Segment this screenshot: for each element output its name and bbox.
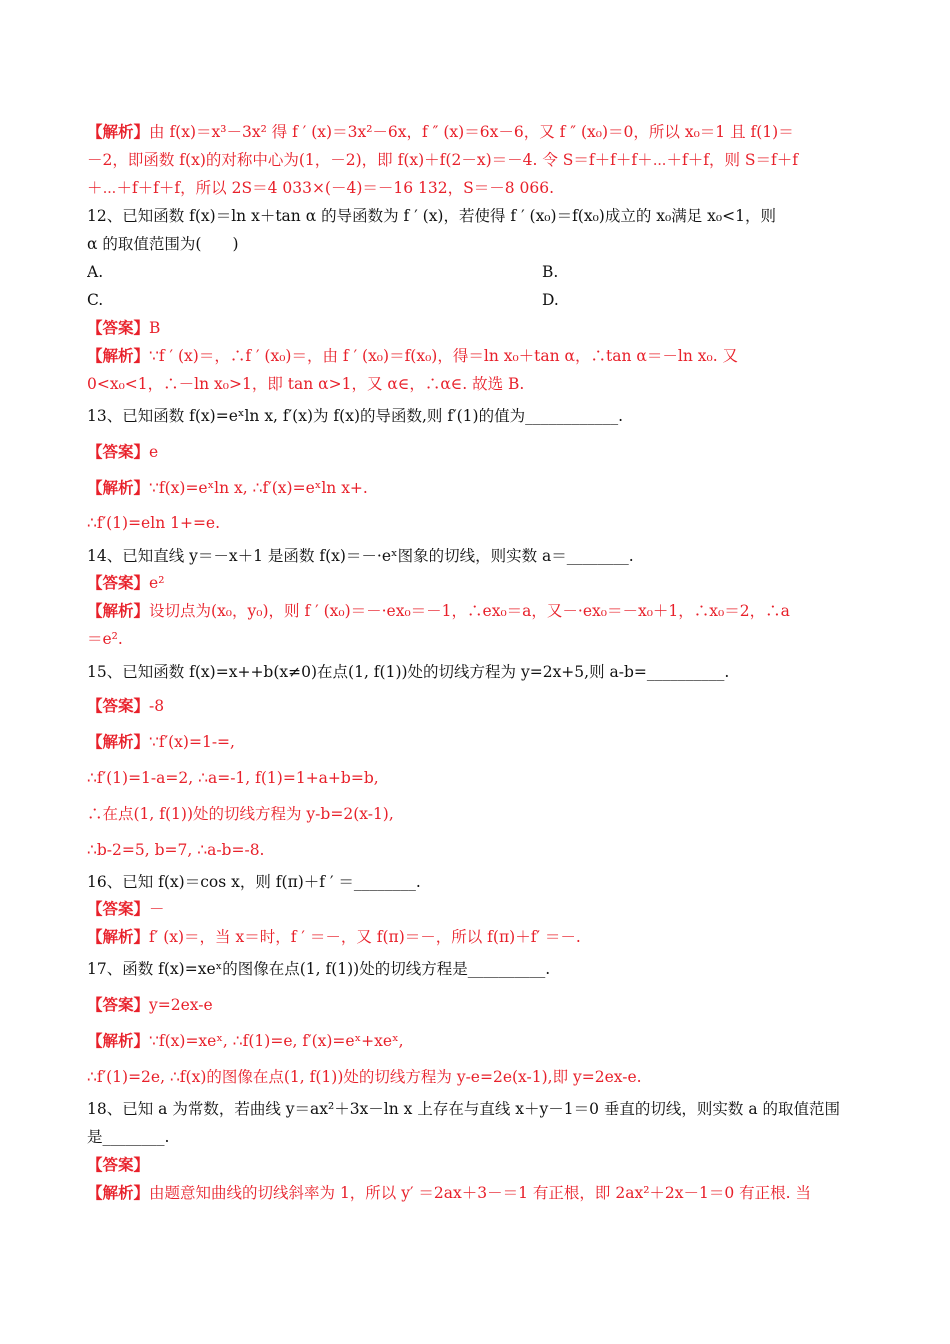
option-a: A. [87, 263, 104, 281]
question-16: 16、已知 f(x)＝cos x，则 f(π)＋f ′ ＝________. [87, 873, 421, 891]
text-line: ∴f′(1)=2e, ∴f(x)的图像在点(1, f(1))处的切线方程为 y-e=2e(x-1),即 y=2ex-e. [87, 1068, 642, 1086]
analysis-line: 【解析】∵f(x)=xeˣ, ∴f(1)=e, f′(x)=eˣ+xeˣ, [87, 1031, 404, 1050]
text-line: ∴f′(1)=eln 1+=e. [87, 514, 221, 532]
analysis-line: 【解析】f′ (x)＝，当 x＝时，f ′ ＝－，又 f(π)＝－，所以 f(π)＋f′ ＝－. [87, 927, 581, 946]
answer-line: 【答案】B [87, 318, 161, 337]
question-15: 15、已知函数 f(x)=x++b(x≠0)在点(1, f(1))处的切线方程为 y=2x+5,则 a-b=__________. [87, 663, 730, 681]
text-line: －2，即函数 f(x)的对称中心为(1，－2)，即 f(x)＋f(2－x)＝－4. 令 S＝f＋f＋f＋⋯＋f＋f，则 S＝f＋f [87, 151, 799, 169]
answer-line: 【答案】e [87, 442, 159, 461]
analysis-line: 【解析】设切点为(x₀，y₀)，则 f ′ (x₀)＝－·ex₀＝－1，∴ex₀＝a，又－·ex₀＝－x₀＋1，∴x₀＝2，∴a [87, 601, 790, 620]
question-18: 18、已知 a 为常数，若曲线 y＝ax²＋3x－ln x 上存在与直线 x＋y－1＝0 垂直的切线，则实数 a 的取值范围 [87, 1100, 841, 1118]
text-line: ＋⋯＋f＋f＋f，所以 2S＝4 033×(－4)＝－16 132，S＝－8 066. [87, 179, 555, 197]
text-line: 是________. [87, 1128, 170, 1146]
question-12: 12、已知函数 f(x)＝ln x＋tan α 的导函数为 f ′ (x)，若使得 f ′ (x₀)＝f(x₀)成立的 x₀满足 x₀<1，则 [87, 207, 776, 225]
answer-line: 【答案】e² [87, 573, 165, 592]
question-14: 14、已知直线 y＝－x＋1 是函数 f(x)＝－·eˣ图象的切线，则实数 a＝________. [87, 547, 634, 565]
option-c: C. [87, 291, 104, 309]
question-13: 13、已知函数 f(x)=eˣln x, f′(x)为 f(x)的导函数,则 f′(1)的值为____________. [87, 407, 623, 425]
text-line: 0<x₀<1，∴－ln x₀>1，即 tan α>1，又 α∈，∴α∈. 故选 B. [87, 375, 525, 393]
text-line: ＝e². [87, 630, 123, 648]
analysis-line: 【解析】∵f(x)=eˣln x, ∴f′(x)=eˣln x+. [87, 478, 368, 497]
text-line: 【解析】由 f(x)＝x³－3x² 得 f ′ (x)＝3x²－6x，f ″ (x)＝6x－6，又 f ″ (x₀)＝0，所以 x₀＝1 且 f(1)＝ [87, 122, 794, 141]
answer-line: 【答案】-8 [87, 696, 165, 715]
text-line: ∴b-2=5, b=7, ∴a-b=-8. [87, 841, 265, 859]
option-b: B. [542, 263, 559, 281]
answer-line: 【答案】－ [87, 899, 165, 918]
analysis-line: 【解析】∵f ′ (x)＝，∴f ′ (x₀)＝，由 f ′ (x₀)＝f(x₀)，得＝ln x₀＋tan α，∴tan α＝－ln x₀. 又 [87, 346, 739, 365]
text-line: ∴在点(1, f(1))处的切线方程为 y-b=2(x-1), [87, 805, 394, 823]
option-d: D. [542, 291, 559, 309]
answer-line: 【答案】y=2ex-e [87, 995, 213, 1014]
options-row [87, 289, 867, 311]
options-row [87, 261, 867, 283]
question-17: 17、函数 f(x)=xeˣ的图像在点(1, f(1))处的切线方程是__________. [87, 960, 551, 978]
answer-line: 【答案】 [87, 1155, 150, 1174]
analysis-line: 【解析】∵f′(x)=1-=, [87, 732, 235, 751]
text-line: α 的取值范围为( ) [87, 235, 239, 253]
text-line: ∴f′(1)=1-a=2, ∴a=-1, f(1)=1+a+b=b, [87, 769, 379, 787]
analysis-line: 【解析】由题意知曲线的切线斜率为 1，所以 y′ ＝2ax＋3－＝1 有正根，即 2ax²＋2x－1＝0 有正根. 当 [87, 1183, 812, 1202]
